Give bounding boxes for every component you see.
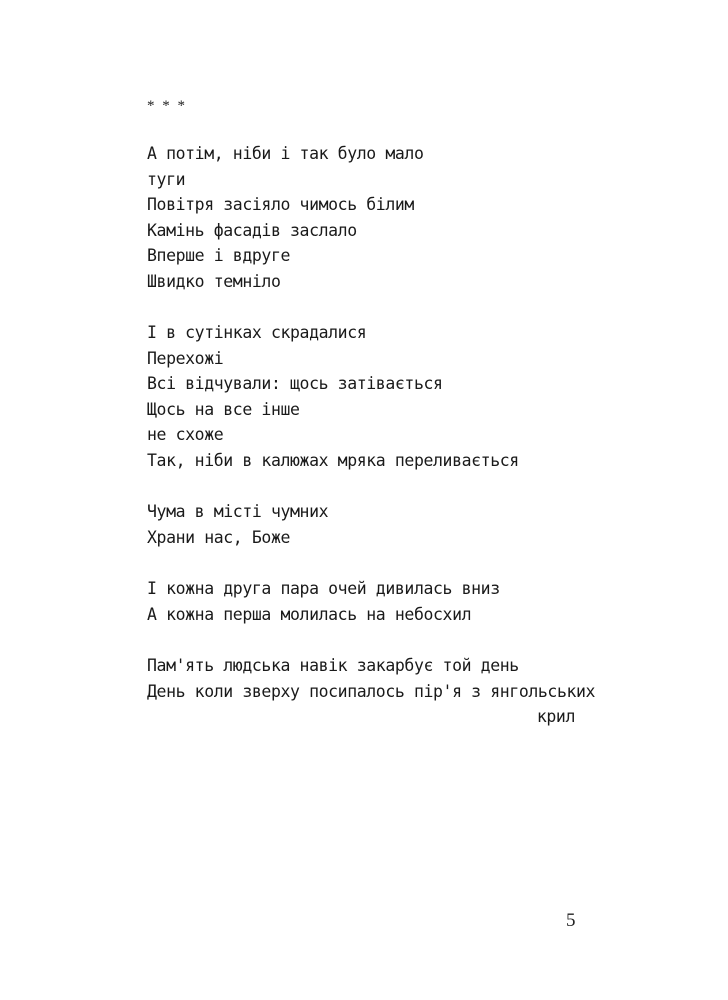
poem-line: Вперше і вдруге — [147, 246, 291, 265]
poem-line: Храни нас, Боже — [147, 527, 291, 547]
stanza-2 — [147, 320, 587, 473]
poem-line: День коли зверху посипалось пір'я з янгольських — [147, 681, 596, 701]
poem-line: Швидко темніло — [147, 271, 281, 291]
poem-line: Всі відчували: щось затівається — [147, 374, 443, 393]
poem-line: Пам'ять людська навік закарбує той день — [147, 656, 519, 675]
stanza-5 — [147, 653, 596, 730]
stanza-3 — [147, 499, 587, 550]
section-break-asterisks: * * * — [147, 98, 187, 114]
poem-text — [147, 141, 596, 756]
poem-line: Щось на все інше — [147, 399, 300, 419]
poem-line: Так, ніби в калюжах мряка переливається — [147, 450, 519, 470]
poem-line: А потім, ніби і так було мало — [147, 144, 424, 163]
stanza-4 — [147, 576, 587, 627]
poem-line-right-aligned: крил — [536, 707, 575, 726]
poem-line: Перехожі — [147, 348, 224, 368]
poem-line: не схоже — [147, 425, 224, 444]
poem-line: туги — [147, 169, 186, 189]
stanza-1 — [147, 141, 587, 294]
poem-line: Камінь фасадів заслало — [147, 220, 357, 240]
poem-line: Повітря засіяло чимось білим — [147, 195, 414, 214]
poem-line: Чума в місті чумних — [147, 502, 329, 521]
page-number: 5 — [566, 910, 576, 931]
poem-line: І кожна друга пара очей дивилась вниз — [147, 579, 500, 598]
poem-line: І в сутінках скрадалися — [147, 323, 367, 342]
poem-line: А кожна перша молилась на небосхил — [147, 604, 472, 624]
